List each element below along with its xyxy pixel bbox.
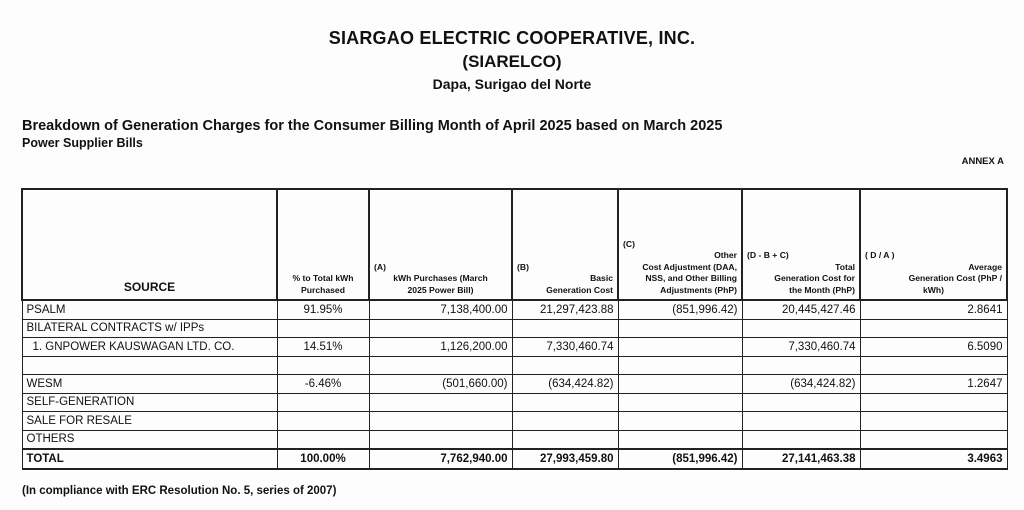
cell-percent-total-kwh <box>277 412 369 431</box>
cell-source: OTHERS <box>22 430 277 449</box>
cell-percent-total-kwh <box>277 319 369 338</box>
compliance-footnote: (In compliance with ERC Resolution No. 5, series of 2007) <box>22 485 337 497</box>
cell-average-generation-cost <box>860 319 1007 338</box>
cell-percent-total-kwh: -6.46% <box>277 375 369 394</box>
cell-source: SELF-GENERATION <box>22 393 277 412</box>
cell-other-cost-adjustment <box>618 393 742 412</box>
column-header-source: SOURCE <box>22 189 277 300</box>
document-title: Breakdown of Generation Charges for the Consumer Billing Month of April 2025 based on March 2025 <box>22 118 723 134</box>
cell-other-cost-adjustment <box>618 319 742 338</box>
cell-average-generation-cost: 3.4963 <box>860 449 1007 469</box>
table-row <box>22 430 1007 449</box>
cell-source: BILATERAL CONTRACTS w/ IPPs <box>22 319 277 338</box>
cell-kwh-purchases: (501,660.00) <box>369 375 512 394</box>
cell-kwh-purchases <box>369 430 512 449</box>
cell-other-cost-adjustment: (851,996.42) <box>618 300 742 319</box>
cell-total-generation-cost <box>742 430 860 449</box>
cell-other-cost-adjustment <box>618 430 742 449</box>
cell-basic-generation-cost <box>512 430 618 449</box>
annex-label: ANNEX A <box>961 156 1004 167</box>
cell-source: 1. GNPOWER KAUSWAGAN LTD. CO. <box>22 338 277 357</box>
cell-basic-generation-cost <box>512 393 618 412</box>
cell-source <box>22 356 277 375</box>
cell-basic-generation-cost: 27,993,459.80 <box>512 449 618 469</box>
cell-average-generation-cost: 1.2647 <box>860 375 1007 394</box>
document-title-continued: Power Supplier Bills <box>22 136 143 150</box>
cell-total-generation-cost <box>742 319 860 338</box>
cell-average-generation-cost: 2.8641 <box>860 300 1007 319</box>
cell-total-generation-cost: 7,330,460.74 <box>742 338 860 357</box>
table-row <box>22 412 1007 431</box>
cell-other-cost-adjustment <box>618 412 742 431</box>
cell-kwh-purchases: 7,138,400.00 <box>369 300 512 319</box>
cell-percent-total-kwh <box>277 430 369 449</box>
cell-basic-generation-cost <box>512 356 618 375</box>
cell-average-generation-cost <box>860 430 1007 449</box>
cell-kwh-purchases <box>369 319 512 338</box>
table-row <box>22 356 1007 375</box>
organization-location: Dapa, Surigao del Norte <box>432 76 592 92</box>
cell-basic-generation-cost: 7,330,460.74 <box>512 338 618 357</box>
cell-percent-total-kwh: 91.95% <box>277 300 369 319</box>
cell-percent-total-kwh <box>277 393 369 412</box>
cell-total-generation-cost: 20,445,427.46 <box>742 300 860 319</box>
table-header-row <box>22 189 1007 300</box>
cell-total-generation-cost <box>742 356 860 375</box>
cell-average-generation-cost <box>860 393 1007 412</box>
column-header-total-generation-cost: (D - B + C) Total Generation Cost for the Month (PhP) <box>742 189 860 300</box>
cell-kwh-purchases <box>369 412 512 431</box>
column-header-basic-generation-cost: (B) Basic Generation Cost <box>512 189 618 300</box>
table-row <box>22 375 1007 394</box>
table-row <box>22 300 1007 319</box>
column-header-other-cost-adjustment: (C) Other Cost Adjustment (DAA, NSS, and Other Billing Adjustments (PhP) <box>618 189 742 300</box>
cell-source: TOTAL <box>22 449 277 469</box>
cell-basic-generation-cost <box>512 319 618 338</box>
column-header-kwh-purchases: (A) kWh Purchases (March 2025 Power Bill) <box>369 189 512 300</box>
cell-basic-generation-cost <box>512 412 618 431</box>
table-row <box>22 319 1007 338</box>
table-row <box>22 393 1007 412</box>
cell-total-generation-cost <box>742 412 860 431</box>
cell-other-cost-adjustment: (851,996.42) <box>618 449 742 469</box>
cell-basic-generation-cost: (634,424.82) <box>512 375 618 394</box>
organization-name: SIARGAO ELECTRIC COOPERATIVE, INC. <box>328 28 696 48</box>
cell-kwh-purchases: 7,762,940.00 <box>369 449 512 469</box>
cell-other-cost-adjustment <box>618 338 742 357</box>
cell-total-generation-cost <box>742 393 860 412</box>
cell-source: WESM <box>22 375 277 394</box>
cell-source: PSALM <box>22 300 277 319</box>
cell-total-generation-cost: (634,424.82) <box>742 375 860 394</box>
cell-percent-total-kwh: 14.51% <box>277 338 369 357</box>
cell-percent-total-kwh <box>277 356 369 375</box>
cell-average-generation-cost <box>860 412 1007 431</box>
cell-total-generation-cost: 27,141,463.38 <box>742 449 860 469</box>
cell-percent-total-kwh: 100.00% <box>277 449 369 469</box>
cell-average-generation-cost: 6.5090 <box>860 338 1007 357</box>
cell-kwh-purchases <box>369 356 512 375</box>
column-header-percent-total-kwh: % to Total kWh Purchased <box>277 189 369 300</box>
cell-kwh-purchases <box>369 393 512 412</box>
table-row <box>22 338 1007 357</box>
cell-basic-generation-cost: 21,297,423.88 <box>512 300 618 319</box>
cell-average-generation-cost <box>860 356 1007 375</box>
generation-charges-table <box>21 188 1008 470</box>
cell-other-cost-adjustment <box>618 356 742 375</box>
total-row <box>22 449 1007 469</box>
cell-other-cost-adjustment <box>618 375 742 394</box>
cell-source: SALE FOR RESALE <box>22 412 277 431</box>
column-header-average-generation-cost: ( D / A ) Average Generation Cost (PhP / kWh) <box>860 189 1007 300</box>
organization-abbreviation: (SIARELCO) <box>462 52 562 71</box>
cell-kwh-purchases: 1,126,200.00 <box>369 338 512 357</box>
